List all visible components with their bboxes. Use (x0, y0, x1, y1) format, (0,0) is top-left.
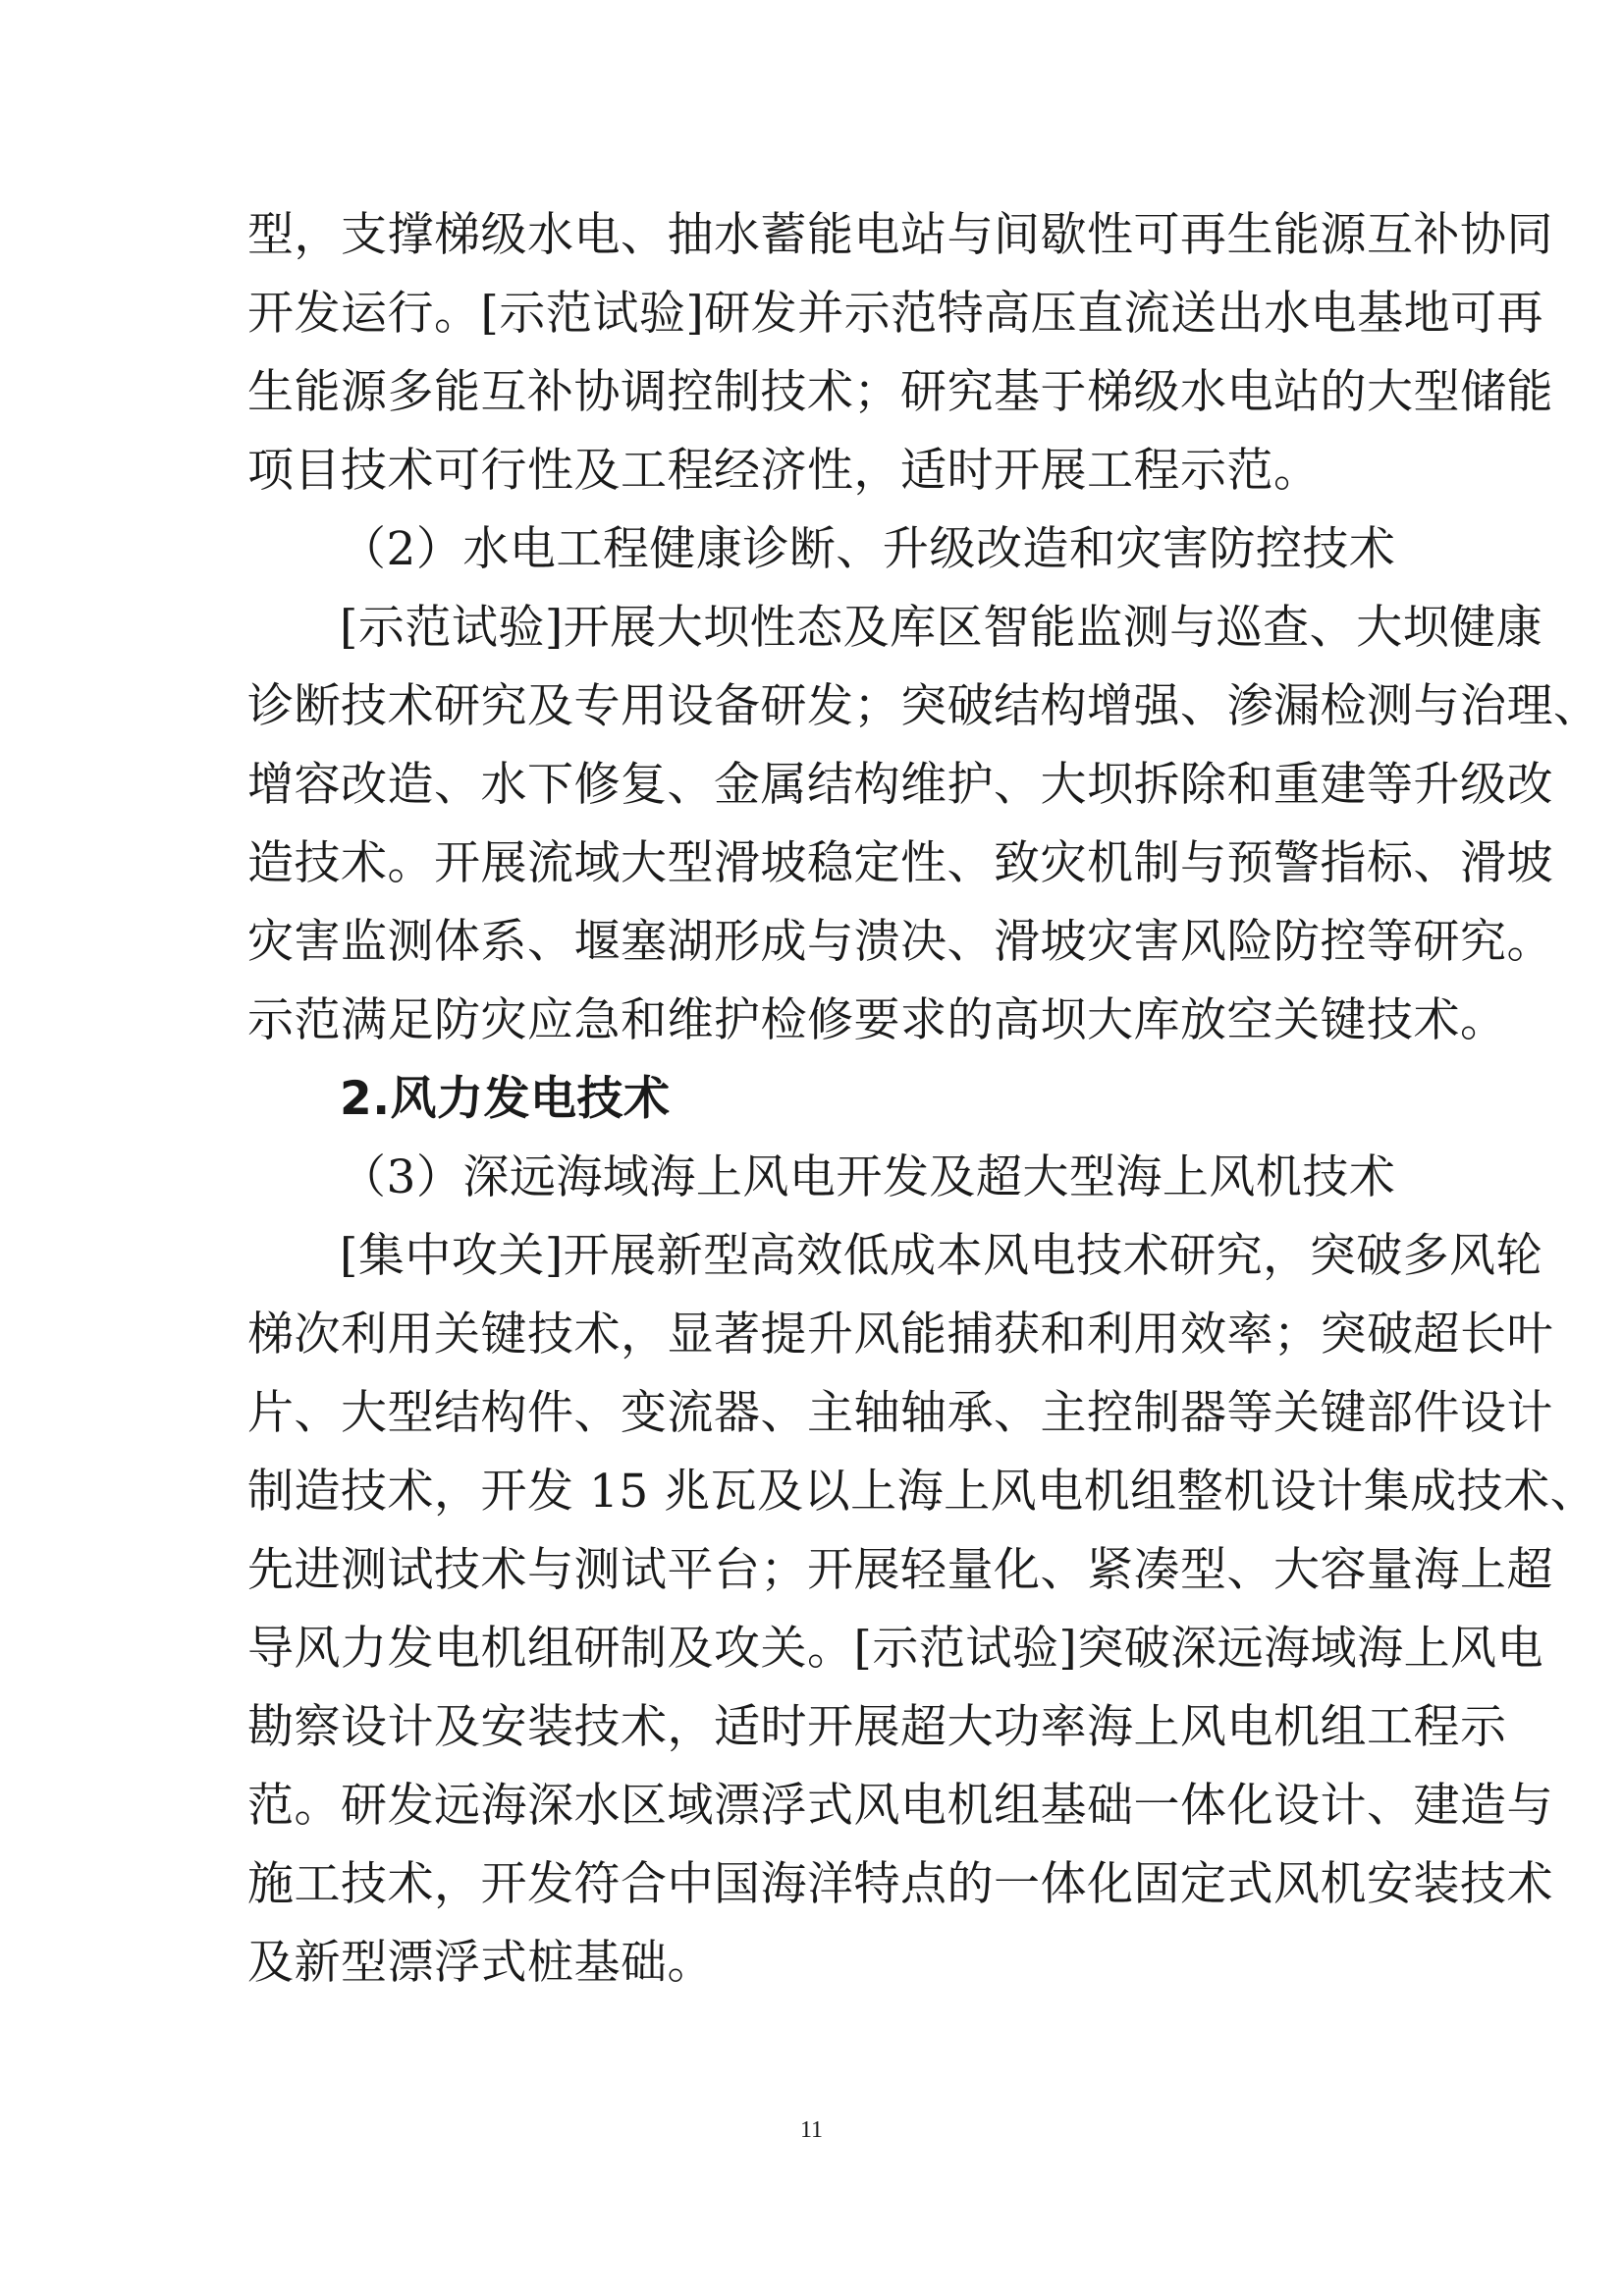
body-text-line: 诊断技术研究及专用设备研发；突破结构增强、渗漏检测与治理、 (247, 679, 1600, 733)
page-number: 11 (799, 2117, 824, 2143)
body-text-line: 型，支撑梯级水电、抽水蓄能电站与间歇性可再生能源互补协同 (247, 208, 1553, 262)
body-text-line: 项目技术可行性及工程经济性，适时开展工程示范。 (247, 444, 1321, 498)
section-heading: 2.风力发电技术 (340, 1072, 671, 1126)
body-text-line: 范。研发远海深水区域漂浮式风电机组基础一体化设计、建造与 (247, 1779, 1553, 1833)
body-text-line: 导风力发电机组研制及攻关。[示范试验]突破深远海域海上风电 (247, 1622, 1544, 1676)
body-text-line: 及新型漂浮式桩基础。 (247, 1936, 714, 1990)
body-text-line: 片、大型结构件、变流器、主轴轴承、主控制器等关键部件设计 (247, 1386, 1553, 1440)
body-text-line: 生能源多能互补协调控制技术；研究基于梯级水电站的大型储能 (247, 365, 1553, 419)
body-text-line: 增容改造、水下修复、金属结构维护、大坝拆除和重建等升级改 (247, 758, 1553, 812)
body-text-line: 勘察设计及安装技术，适时开展超大功率海上风电机组工程示 (247, 1700, 1507, 1754)
subsection-heading: （3）深远海域海上风电开发及超大型海上风机技术 (340, 1150, 1396, 1204)
body-text-line: [示范试验]开展大坝性态及库区智能监测与巡查、大坝健康 (340, 601, 1543, 655)
body-text-line: 施工技术，开发符合中国海洋特点的一体化固定式风机安装技术 (247, 1857, 1553, 1911)
body-text-line: 灾害监测体系、堰塞湖形成与溃决、滑坡灾害风险防控等研究。 (247, 915, 1553, 969)
body-text-line: 造技术。开展流域大型滑坡稳定性、致灾机制与预警指标、滑坡 (247, 836, 1553, 890)
body-text-line: 制造技术，开发 15 兆瓦及以上海上风电机组整机设计集成技术、 (247, 1465, 1597, 1519)
body-text-line: 开发运行。[示范试验]研发并示范特高压直流送出水电基地可再 (247, 287, 1544, 341)
body-text-line: 先进测试技术与测试平台；开展轻量化、紧凑型、大容量海上超 (247, 1543, 1553, 1597)
subsection-heading: （2）水电工程健康诊断、升级改造和灾害防控技术 (340, 522, 1396, 576)
body-text-line: 梯次利用关键技术，显著提升风能捕获和利用效率；突破超长叶 (247, 1308, 1553, 1362)
body-text-line: 示范满足防灾应急和维护检修要求的高坝大库放空关键技术。 (247, 993, 1507, 1047)
body-text-line: [集中攻关]开展新型高效低成本风电技术研究，突破多风轮 (340, 1229, 1543, 1283)
